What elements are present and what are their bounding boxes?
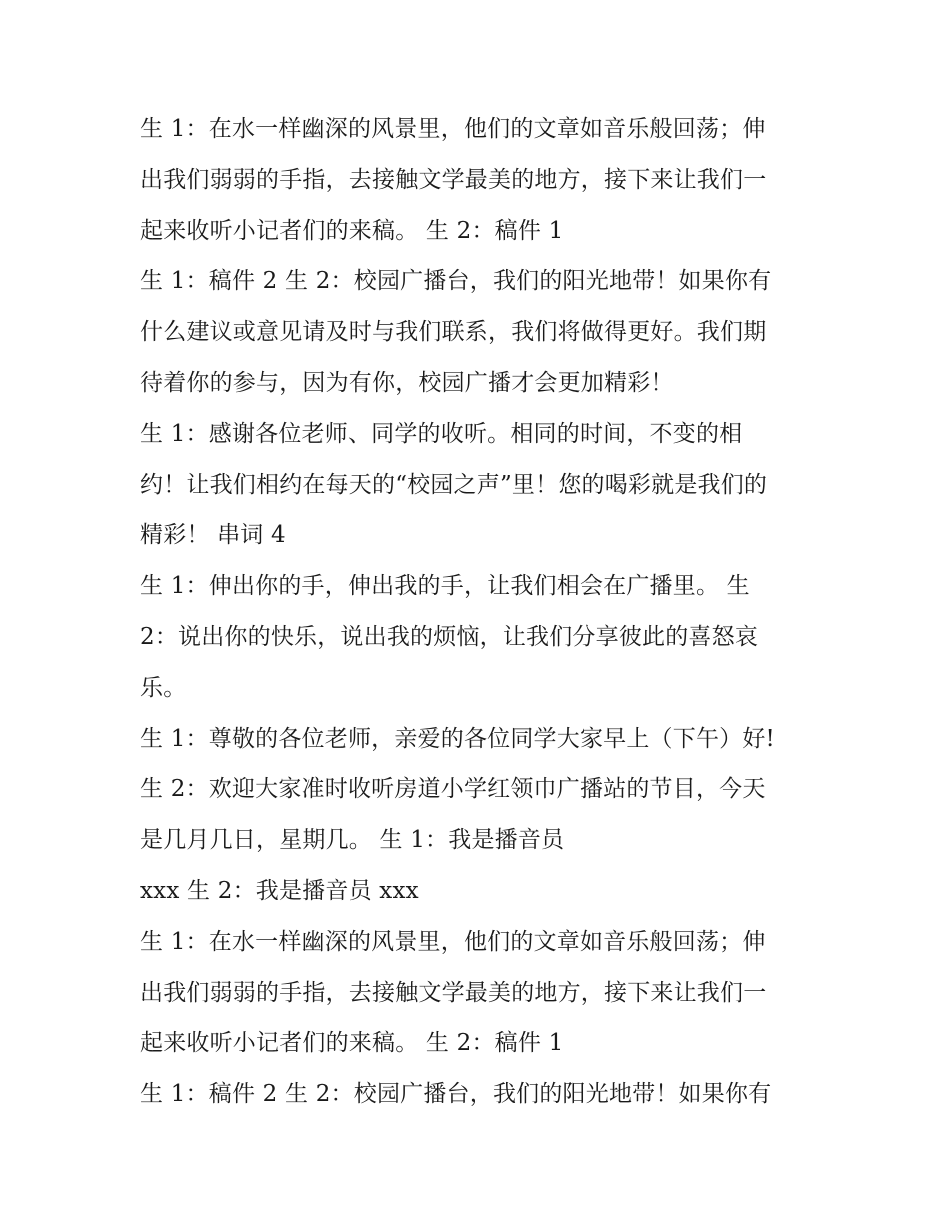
text-line: xxx 生 2：我是播音员 xxx (140, 877, 419, 904)
text-line: 生 1：稿件 2 生 2：校园广播台，我们的阳光地带！如果你有 (140, 1081, 772, 1108)
text-line: 出我们弱弱的手指，去接触文学最美的地方，接下来让我们一 (140, 166, 767, 193)
text-line: 约！让我们相约在每天的“校园之声”里！您的喝彩就是我们的 (140, 471, 768, 498)
text-line: 精彩！ 串词 4 (140, 522, 286, 549)
text-line: 待着你的参与，因为有你，校园广播才会更加精彩！ (140, 369, 674, 396)
text-line: 生 1：尊敬的各位老师，亲爱的各位同学大家早上（下午）好! (140, 725, 775, 752)
text-line: 乐。 (140, 674, 187, 701)
text-line: 起来收听小记者们的来稿。 生 2：稿件 1 (140, 1030, 564, 1057)
text-line: 生 1：感谢各位老师、同学的收听。相同的时间，不变的相 (140, 420, 743, 447)
text-line: 是几月几日，星期几。 生 1：我是播音员 (140, 827, 565, 854)
text-line: 出我们弱弱的手指，去接触文学最美的地方，接下来让我们一 (140, 979, 767, 1006)
text-line: 2：说出你的快乐，说出我的烦恼，让我们分享彼此的喜怒哀 (140, 623, 759, 650)
text-line: 生 1：在水一样幽深的风景里，他们的文章如音乐般回荡；伸 (140, 116, 766, 142)
text-line: 生 1：在水一样幽深的风景里，他们的文章如音乐般回荡；伸 (140, 928, 766, 955)
text-line: 生 2：欢迎大家准时收听房道小学红领巾广播站的节目，今天 (140, 776, 766, 803)
text-line: 什么建议或意见请及时与我们联系，我们将做得更好。我们期 (140, 319, 767, 346)
text-line: 生 1：稿件 2 生 2：校园广播台，我们的阳光地带！如果你有 (140, 268, 772, 295)
text-line: 生 1：伸出你的手，伸出我的手，让我们相会在广播里。 生 (140, 573, 750, 600)
document-body (140, 109, 830, 1125)
text-line: 起来收听小记者们的来稿。 生 2：稿件 1 (140, 217, 564, 244)
